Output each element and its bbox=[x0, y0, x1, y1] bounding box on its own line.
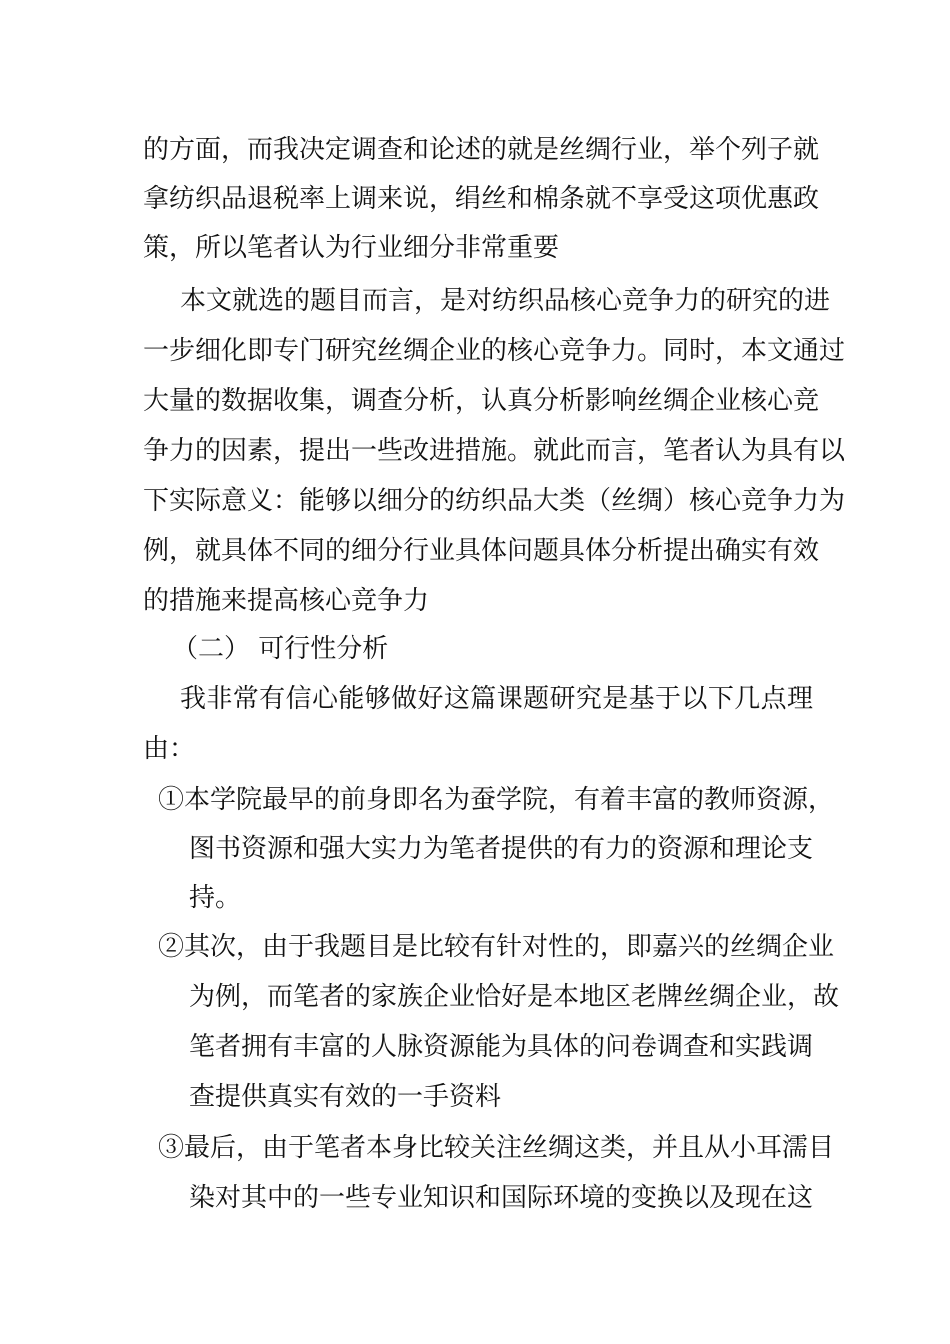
text-line: 为例，而笔者的家族企业恰好是本地区老牌丝绸企业，故 bbox=[189, 982, 840, 1012]
text-line: 下实际意义：能够以细分的纺织品大类（丝绸）核心竞争力为 bbox=[143, 486, 846, 516]
text-line: 我非常有信心能够做好这篇课题研究是基于以下几点理 bbox=[180, 684, 813, 714]
text-line: ②其次，由于我题目是比较有针对性的，即嘉兴的丝绸企业 bbox=[158, 932, 835, 962]
text-line: ③最后，由于笔者本身比较关注丝绸这类，并且从小耳濡目 bbox=[158, 1133, 835, 1163]
text-line: 大量的数据收集，调查分析，认真分析影响丝绸企业核心竞 bbox=[143, 386, 820, 416]
text-line: 笔者拥有丰富的人脉资源能为具体的问卷调查和实践调 bbox=[189, 1032, 814, 1062]
text-line: 查提供真实有效的一手资料 bbox=[189, 1082, 502, 1112]
text-line: 例，就具体不同的细分行业具体问题具体分析提出确实有效 bbox=[143, 536, 820, 566]
text-line: 持。 bbox=[189, 883, 242, 913]
text-line: 由： bbox=[143, 734, 196, 764]
text-line: ①本学院最早的前身即名为蚕学院，有着丰富的教师资源， bbox=[158, 785, 835, 815]
text-line: 图书资源和强大实力为笔者提供的有力的资源和理论支 bbox=[189, 834, 814, 864]
text-line: 的措施来提高核心竞争力 bbox=[143, 586, 430, 616]
section-heading-feasibility: （二） 可行性分析 bbox=[172, 634, 389, 664]
text-line: 一步细化即专门研究丝绸企业的核心竞争力。同时，本文通过 bbox=[143, 336, 846, 366]
text-line: 争力的因素，提出一些改进措施。就此而言，笔者认为具有以 bbox=[143, 436, 846, 466]
text-line: 拿纺织品退税率上调来说，绢丝和棉条就不享受这项优惠政 bbox=[143, 184, 820, 214]
text-line: 策，所以笔者认为行业细分非常重要 bbox=[143, 233, 560, 263]
text-line: 的方面，而我决定调查和论述的就是丝绸行业，举个列子就 bbox=[143, 135, 820, 165]
text-line: 染对其中的一些专业知识和国际环境的变换以及现在这 bbox=[189, 1183, 814, 1213]
text-line: 本文就选的题目而言，是对纺织品核心竞争力的研究的进 bbox=[180, 286, 831, 316]
